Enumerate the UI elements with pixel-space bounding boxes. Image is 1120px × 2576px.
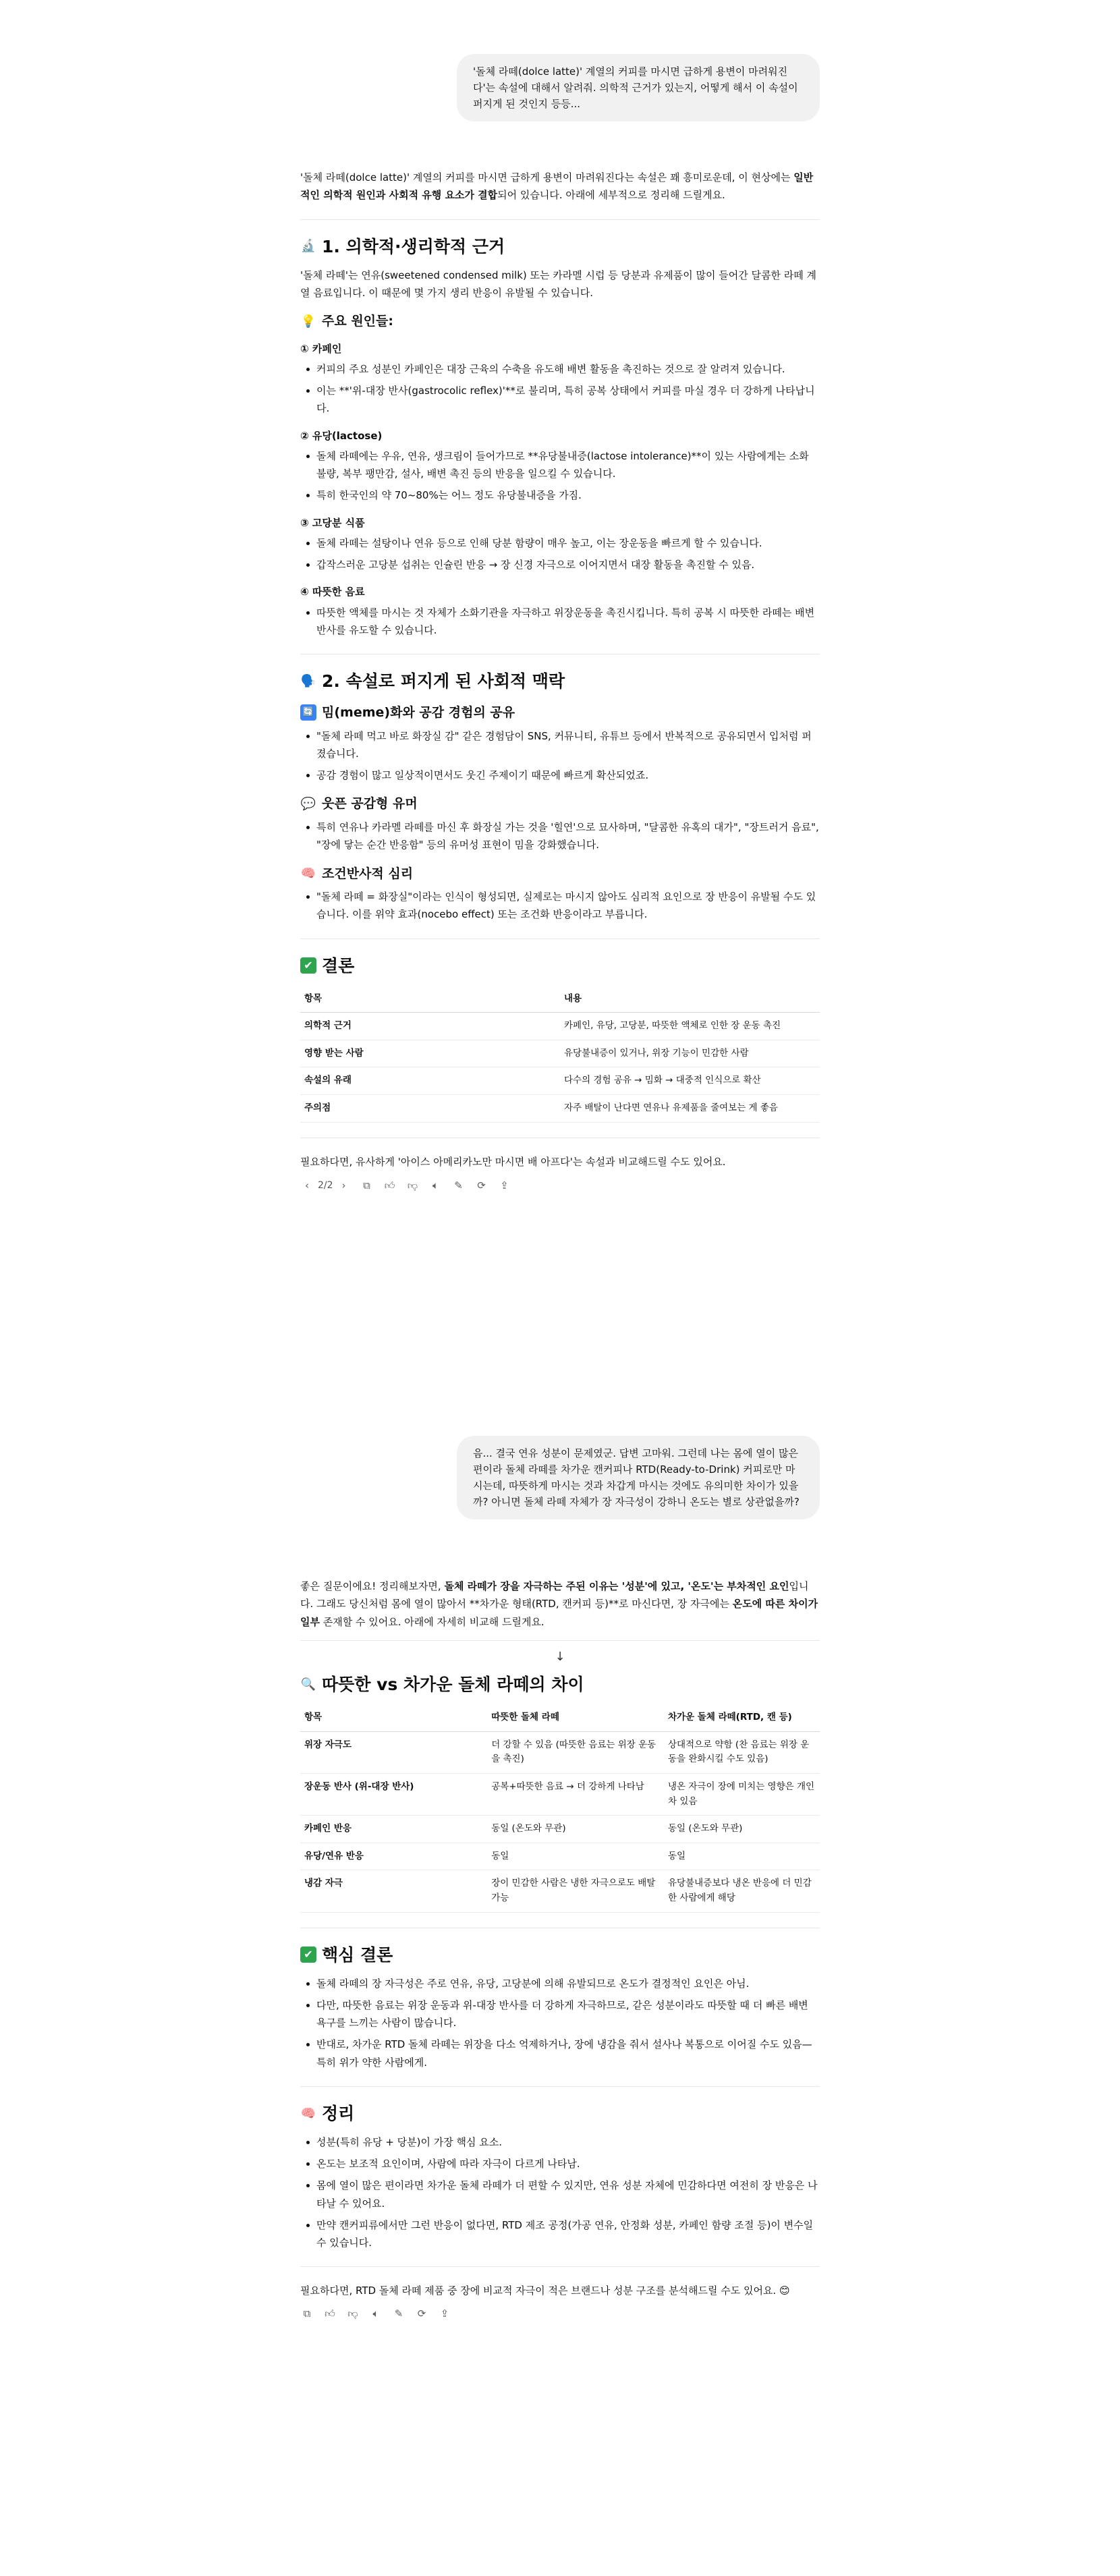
assistant-reply	[300, 1577, 820, 2327]
section-title-text: 2. 속설로 퍼지게 된 사회적 맥락	[322, 671, 565, 692]
section-title-social	[300, 669, 820, 693]
table-cell: 자주 배탈이 난다면 연유나 유제품을 줄여보는 게 좋음	[560, 1095, 820, 1123]
list-item: 특히 한국인의 약 70~80%는 어느 정도 유당불내증을 가짐.	[300, 486, 820, 504]
table-cell: 동일	[664, 1843, 820, 1870]
psychology-list	[300, 888, 820, 924]
section-intro: '돌체 라떼'는 연유(sweetened condensed milk) 또는 카라멜 시럽 등 당분과 유제품이 많이 들어간 달콤한 라떼 계열 음료입니다. 이 때문에 몇 가지 생리 반응이 유발될 수 있습니다.	[300, 269, 816, 299]
table-cell: 상대적으로 약함 (찬 음료는 위장 운동을 완화시킬 수도 있음)	[664, 1731, 820, 1773]
section-title-text: 따뜻한 vs 차가운 돌체 라떼의 차이	[322, 1675, 584, 1695]
section-title-medical	[300, 235, 820, 258]
comparison-table	[300, 1704, 820, 1912]
humor-list	[300, 818, 820, 854]
meme-heading	[300, 704, 820, 722]
intro-bold: 돌체 라떼가 장을 자극하는 주된 이유는 '성분'에 있고, '온도'는 부차적인 요인	[444, 1580, 789, 1592]
table-cell: 장이 민감한 사람은 냉한 자극으로도 배탈 가능	[487, 1870, 664, 1912]
cause-caffeine-title: ① 카페인	[300, 342, 342, 355]
list-item: "돌체 라떼 = 화장실"이라는 인식이 형성되면, 실제로는 마시지 않아도 심리적 요인으로 장 반응이 유발될 수도 있습니다. 이를 위약 효과(nocebo effect) 또는 조건화 반응이라고 부릅니다.	[300, 888, 820, 924]
table-header: 항목	[300, 986, 560, 1013]
section-title-text: 정리	[322, 2103, 355, 2123]
arrow-down-icon: ↓	[555, 1649, 565, 1664]
list-item: 돌체 라떼는 설탕이나 연유 등으로 인해 당분 함량이 매우 높고, 이는 장운동을 빠르게 할 수 있습니다.	[300, 534, 820, 552]
psychology-heading	[300, 865, 820, 883]
summary-list	[300, 2133, 820, 2252]
table-header: 항목	[300, 1704, 487, 1731]
table-header-row	[300, 1704, 820, 1731]
thumbs-up-icon[interactable]: 👍︎	[384, 1179, 395, 1192]
table-cell: 동일 (온도와 무관)	[487, 1816, 664, 1843]
meme-list	[300, 727, 820, 785]
table-header-row	[300, 986, 820, 1013]
key-conclusion-list	[300, 1975, 820, 2071]
thumbs-up-icon[interactable]: 👍︎	[325, 2307, 335, 2320]
list-item: 만약 캔커피류에서만 그런 반응이 없다면, RTD 제조 공정(가공 연유, 안정화 성분, 카페인 함량 조절 등)이 변수일 수 있습니다.	[300, 2216, 820, 2252]
humor-heading-text: 웃픈 공감형 유머	[322, 796, 418, 812]
list-item: 이는 **'위-대장 반사(gastrocolic reflex)'**로 불리며, 특히 공복 상태에서 커피를 마실 경우 더 강하게 나타납니다.	[300, 382, 820, 418]
psychology-heading-text: 조건반사적 심리	[322, 866, 414, 881]
list-item: 커피의 주요 성분인 카페인은 대장 근육의 수축을 유도해 배변 활동을 촉진하는 것으로 잘 알려져 있습니다.	[300, 360, 820, 378]
list-item: 온도는 보조적 요인이며, 사람에 따라 자극이 다르게 나타남.	[300, 2155, 820, 2173]
chevron-right-icon[interactable]: ›	[341, 1179, 346, 1192]
thumbs-down-icon[interactable]: 👎︎	[347, 2307, 358, 2320]
table-cell: 더 강할 수 있음 (따뜻한 음료는 위장 운동을 촉진)	[487, 1731, 664, 1773]
intro-text-end: 존재할 수 있어요. 아래에 자세히 비교해 드릴게요.	[319, 1615, 544, 1628]
cause-warm-list	[300, 604, 820, 640]
table-row	[300, 1040, 820, 1067]
cause-lactose-list	[300, 447, 820, 505]
intro-text: '돌체 라떼(dolce latte)' 계열의 커피를 마시면 급하게 용변이 마려워진다는 속설은 꽤 흥미로운데, 이 현상에는	[300, 171, 794, 184]
table-cell: 다수의 경험 공유 → 밈화 → 대중적 인식으로 확산	[560, 1067, 820, 1095]
intro-text: 입니다. 그래도 당신처럼 몸에 열이 많아서 **차가운 형태(RTD, 캔커피 등)**로 마신다면, 장 자극에는	[300, 1580, 809, 1611]
speaking-head-icon: 🗣️	[300, 674, 316, 688]
intro-text-end: 되어 있습니다. 아래에 세부적으로 정리해 드릴게요.	[497, 189, 725, 202]
list-item: 다만, 따뜻한 음료는 위장 운동과 위-대장 반사를 더 강하게 자극하므로, 같은 성분이라도 따뜻할 때 더 빠른 배변 욕구를 느끼는 사람이 많습니다.	[300, 1996, 820, 2032]
list-item: 몸에 열이 많은 편이라면 차가운 돌체 라떼가 더 편할 수 있지만, 연유 성분 자체에 민감하다면 여전히 장 반응은 나타날 수 있어요.	[300, 2177, 820, 2212]
cause-lactose-title: ② 유당(lactose)	[300, 429, 383, 442]
brain-icon: 🧠	[300, 2106, 316, 2121]
list-item: "돌체 라떼 먹고 바로 화장실 감" 같은 경험담이 SNS, 커뮤니티, 유튜브 등에서 반복적으로 공유되면서 입처럼 퍼졌습니다.	[300, 727, 820, 763]
table-row	[300, 1731, 820, 1773]
chevron-left-icon[interactable]: ‹	[305, 1179, 309, 1192]
assistant-reply	[300, 169, 820, 1200]
share-icon[interactable]: ⇪	[440, 2307, 449, 2320]
user-message-text: 음... 결국 연유 성분이 문제였군. 답변 고마워. 그런데 나는 몸에 열이 많은 편이라 돌체 라떼를 차가운 캔커피나 RTD(Ready-to-Drink) 커피로만 마시는데, 따뜻하게 마시는 것과 차갑게 마시는 것에도 유의미한 차이가 있을까? 아니면 돌체 라떼 자체가 장 자극성이 강하니 온도는 별로 상관없을까?	[473, 1447, 800, 1508]
reply-closing: 필요하다면, 유사하게 '아이스 아메리카노만 마시면 배 아프다'는 속설과 비교해드릴 수도 있어요.	[300, 1155, 726, 1168]
table-header: 차가운 돌체 라떼(RTD, 캔 등)	[664, 1704, 820, 1731]
table-cell: 동일	[487, 1843, 664, 1870]
table-header: 따뜻한 돌체 라떼	[487, 1704, 664, 1731]
table-cell: 유당불내증보다 냉온 반응에 더 민감한 사람에게 해당	[664, 1870, 820, 1912]
table-header: 내용	[560, 986, 820, 1013]
section-title-compare	[300, 1673, 820, 1696]
list-item: 성분(특히 유당 + 당분)이 가장 핵심 요소.	[300, 2133, 820, 2151]
conclusion-table	[300, 986, 820, 1123]
lightbulb-icon: 💡	[300, 314, 316, 329]
list-item: 반대로, 차가운 RTD 돌체 라떼는 위장을 다소 억제하거나, 장에 냉감을 줘서 설사나 복통으로 이어질 수도 있음—특히 위가 약한 사람에게.	[300, 2036, 820, 2071]
divider	[300, 219, 820, 220]
cause-sugar-title: ③ 고당분 식품	[300, 516, 365, 529]
causes-heading	[300, 312, 820, 331]
list-item: 돌체 라떼에는 우유, 연유, 생크림이 들어가므로 **유당불내증(lactose intolerance)**이 있는 사람에게는 소화 불량, 복부 팽만감, 설사, 배변 촉진 등의 반응을 일으킬 수 있습니다.	[300, 447, 820, 483]
table-cell: 장운동 반사 (위-대장 반사)	[300, 1774, 487, 1816]
list-item: 공감 경험이 많고 일상적이면서도 웃긴 주제이기 때문에 빠르게 확산되었죠.	[300, 766, 820, 784]
table-cell: 주의점	[300, 1095, 560, 1123]
cause-warm-title: ④ 따뜻한 음료	[300, 586, 365, 598]
table-row	[300, 1067, 820, 1095]
list-item: 돌체 라떼의 장 자극성은 주로 연유, 유당, 고당분에 의해 유발되므로 온도가 결정적인 요인은 아님.	[300, 1975, 820, 1992]
reply-intro	[300, 1577, 820, 1631]
section-title-summary	[300, 2102, 820, 2125]
section-title-key-conclusion	[300, 1943, 820, 1967]
table-cell: 유당/연유 반응	[300, 1843, 487, 1870]
edit-icon[interactable]: ✎	[454, 1179, 463, 1192]
table-row	[300, 1870, 820, 1912]
reply-intro	[300, 169, 820, 204]
table-row	[300, 1816, 820, 1843]
magnifier-icon: 🔍	[300, 1677, 316, 1692]
table-row	[300, 1843, 820, 1870]
intro-bold: 온도에 따른 차이가 일부	[300, 1598, 818, 1628]
table-cell: 카페인 반응	[300, 1816, 487, 1843]
brain-icon: 🧠	[300, 866, 316, 881]
divider	[300, 2086, 820, 2087]
regenerate-icon[interactable]: ⟳	[477, 1179, 486, 1192]
table-cell: 속설의 유래	[300, 1067, 560, 1095]
divider	[300, 2266, 820, 2267]
table-cell: 영향 받는 사람	[300, 1040, 560, 1067]
intro-text: 좋은 질문이에요! 정리해보자면,	[300, 1580, 445, 1592]
share-icon[interactable]: ⇪	[500, 1179, 509, 1192]
response-pager	[300, 1177, 351, 1194]
table-row	[300, 1095, 820, 1123]
table-cell: 유당불내증이 있거나, 위장 기능이 민감한 사람	[560, 1040, 820, 1067]
reply-closing: 필요하다면, RTD 돌체 라떼 제품 중 장에 비교적 자극이 적은 브랜드나 성분 구조를 분석해드릴 수도 있어요. 😊	[300, 2285, 790, 2297]
table-cell: 동일 (온도와 무관)	[664, 1816, 820, 1843]
table-cell: 의학적 근거	[300, 1013, 560, 1040]
section-title-text: 핵심 결론	[322, 1944, 393, 1965]
divider	[300, 1640, 820, 1641]
speaker-icon[interactable]: 🔈︎	[432, 1179, 439, 1192]
table-row	[300, 1774, 820, 1816]
microscope-icon: 🔬	[300, 239, 316, 254]
section-title-text: 결론	[322, 955, 355, 976]
list-item: 특히 연유나 카라멜 라떼를 마신 후 화장실 가는 것을 '힐연'으로 묘사하며, "달콤한 유혹의 대가", "장트러거 음료", "장에 닿는 순간 반응함" 등의 유머성 표현이 밈을 강화했습니다.	[300, 818, 820, 854]
message-actions	[300, 1177, 820, 1194]
table-cell: 카페인, 유당, 고당분, 따뜻한 액체로 인한 장 운동 촉진	[560, 1013, 820, 1040]
list-item: 따뜻한 액체를 마시는 것 자체가 소화기관을 자극하고 위장운동을 촉진시킵니다. 특히 공복 시 따뜻한 라떼는 배변 반사를 유도할 수 있습니다.	[300, 604, 820, 640]
table-cell: 냉감 자극	[300, 1870, 487, 1912]
user-message-text: '돌체 라떼(dolce latte)' 계열의 커피를 마시면 급하게 용변이 마려워진다'는 속설에 대해서 알려줘. 의학적 근거가 있는지, 어떻게 해서 이 속설이 퍼지게 된 것인지 등등...	[473, 65, 798, 110]
message-actions	[300, 2307, 820, 2320]
user-message-bubble	[457, 1436, 820, 1519]
repeat-icon: 🔄	[300, 704, 316, 721]
table-cell: 공복+따뜻한 음료 → 더 강하게 나타남	[487, 1774, 664, 1816]
cause-sugar-list	[300, 534, 820, 574]
table-cell: 위장 자극도	[300, 1731, 487, 1773]
edit-icon[interactable]: ✎	[394, 2307, 403, 2320]
cause-caffeine-list	[300, 360, 820, 418]
pager-label: 2/2	[318, 1179, 333, 1191]
scroll-down-button[interactable]	[300, 1646, 820, 1668]
speech-bubble-icon: 💬	[300, 797, 316, 812]
meme-heading-text: 밈(meme)화와 공감 경험의 공유	[322, 705, 515, 721]
check-icon: ✔	[300, 1947, 316, 1963]
check-icon: ✔	[300, 957, 316, 974]
table-row	[300, 1013, 820, 1040]
regenerate-icon[interactable]: ⟳	[417, 2307, 426, 2320]
causes-heading-text: 주요 원인들:	[322, 314, 393, 329]
user-message-bubble	[457, 54, 820, 121]
list-item: 갑작스러운 고당분 섭취는 인슐린 반응 → 장 신경 자극으로 이어지면서 대장 활동을 촉진할 수 있음.	[300, 556, 820, 573]
thumbs-down-icon[interactable]: 👎︎	[407, 1179, 418, 1192]
speaker-icon[interactable]: 🔈︎	[372, 2307, 379, 2320]
table-cell: 냉온 자극이 장에 미치는 영향은 개인차 있음	[664, 1774, 820, 1816]
section-title-conclusion	[300, 954, 820, 978]
humor-heading	[300, 795, 820, 813]
copy-icon[interactable]: ⧉	[303, 2307, 311, 2320]
section-title-text: 1. 의학적·생리학적 근거	[322, 236, 505, 256]
copy-icon[interactable]: ⧉	[363, 1179, 370, 1192]
intro-bold: 일반적인 의학적 원인과 사회적 유행 요소가 결합	[300, 171, 814, 202]
